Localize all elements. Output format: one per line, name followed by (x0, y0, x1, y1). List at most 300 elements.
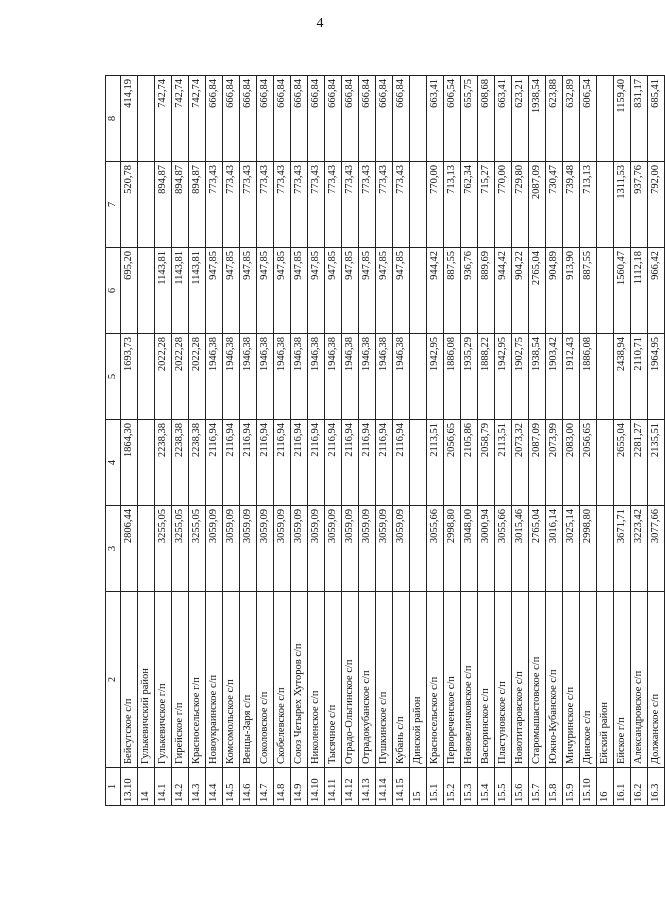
value-cell: 887,55 (580, 248, 597, 334)
value-cell: 1560,47 (614, 248, 631, 334)
row-number-cell: 14.13 (359, 768, 376, 806)
value-cell (410, 420, 427, 506)
value-cell: 947,85 (240, 248, 257, 334)
value-cell: 1946,38 (274, 334, 291, 420)
row-number-cell: 15 (410, 768, 427, 806)
value-cell: 3255,05 (189, 506, 206, 592)
row-number-cell: 15.10 (580, 768, 597, 806)
value-cell: 894,87 (172, 162, 189, 248)
section-row (138, 76, 155, 806)
row-number-cell: 14.4 (206, 768, 223, 806)
value-cell (410, 162, 427, 248)
value-cell: 3059,09 (308, 506, 325, 592)
value-cell: 1946,38 (257, 334, 274, 420)
table-row (206, 76, 223, 806)
table-row (478, 76, 495, 806)
value-cell: 2765,04 (529, 248, 546, 334)
value-cell: 831,17 (631, 76, 648, 162)
value-cell: 2116,94 (206, 420, 223, 506)
value-cell: 2281,27 (631, 420, 648, 506)
locality-name-cell: Гирейское г/п (172, 592, 189, 768)
value-cell: 713,13 (580, 162, 597, 248)
row-number-cell: 13.10 (121, 768, 138, 806)
value-cell: 3055,66 (427, 506, 444, 592)
value-cell (597, 506, 614, 592)
value-cell: 742,74 (155, 76, 172, 162)
value-cell: 966,42 (648, 248, 665, 334)
value-cell: 2087,09 (529, 420, 546, 506)
table-row (308, 76, 325, 806)
value-cell: 666,84 (240, 76, 257, 162)
table-row (393, 76, 410, 806)
value-cell: 936,76 (461, 248, 478, 334)
value-cell: 1311,53 (614, 162, 631, 248)
locality-name-cell: Васюринское с/п (478, 592, 495, 768)
table-row (291, 76, 308, 806)
value-cell: 2116,94 (308, 420, 325, 506)
value-cell: 2998,80 (444, 506, 461, 592)
locality-name-cell: Гулькевичское г/п (155, 592, 172, 768)
value-cell: 666,84 (325, 76, 342, 162)
locality-name-cell: Скобелевское с/п (274, 592, 291, 768)
value-cell: 2113,51 (495, 420, 512, 506)
value-cell: 2238,38 (189, 420, 206, 506)
locality-name-cell: Должанское с/п (648, 592, 665, 768)
table-row (359, 76, 376, 806)
value-cell: 1946,38 (359, 334, 376, 420)
value-cell: 2116,94 (342, 420, 359, 506)
locality-name-cell: Союз Четырех Хуторов с/п (291, 592, 308, 768)
value-cell: 666,84 (274, 76, 291, 162)
value-cell: 1902,75 (512, 334, 529, 420)
value-cell: 1946,38 (342, 334, 359, 420)
section-row (410, 76, 427, 806)
value-cell: 2116,94 (291, 420, 308, 506)
value-cell: 1938,54 (529, 334, 546, 420)
value-cell: 1938,54 (529, 76, 546, 162)
value-cell (597, 162, 614, 248)
value-cell: 666,84 (291, 76, 308, 162)
value-cell: 1886,08 (580, 334, 597, 420)
table-row (648, 76, 665, 806)
value-cell: 2655,04 (614, 420, 631, 506)
value-cell (138, 248, 155, 334)
table-row (529, 76, 546, 806)
row-number-cell: 15.4 (478, 768, 495, 806)
value-cell: 1964,95 (648, 334, 665, 420)
table-row (563, 76, 580, 806)
value-cell: 3255,05 (172, 506, 189, 592)
value-cell: 3055,66 (495, 506, 512, 592)
row-number-cell: 14.5 (223, 768, 240, 806)
row-number-cell: 14.2 (172, 768, 189, 806)
value-cell: 2083,00 (563, 420, 580, 506)
value-cell: 904,22 (512, 248, 529, 334)
value-cell: 606,54 (444, 76, 461, 162)
value-cell: 3025,14 (563, 506, 580, 592)
value-cell: 894,87 (189, 162, 206, 248)
value-cell (410, 334, 427, 420)
value-cell: 3059,09 (274, 506, 291, 592)
table-body (121, 76, 665, 806)
value-cell: 1143,81 (155, 248, 172, 334)
row-number-cell: 15.3 (461, 768, 478, 806)
value-cell: 3059,09 (376, 506, 393, 592)
value-cell: 913,90 (563, 248, 580, 334)
value-cell: 2056,65 (444, 420, 461, 506)
value-cell: 773,43 (206, 162, 223, 248)
value-cell: 2073,99 (546, 420, 563, 506)
value-cell (410, 76, 427, 162)
locality-name-cell: Нововеличковское с/п (461, 592, 478, 768)
row-number-cell: 16.2 (631, 768, 648, 806)
row-number-cell: 15.5 (495, 768, 512, 806)
value-cell: 2110,71 (631, 334, 648, 420)
table-row (495, 76, 512, 806)
value-cell: 947,85 (342, 248, 359, 334)
section-row (597, 76, 614, 806)
locality-name-cell: Кубань с/п (393, 592, 410, 768)
value-cell: 773,43 (342, 162, 359, 248)
value-cell: 666,84 (257, 76, 274, 162)
locality-name-cell: Пушкинское с/п (376, 592, 393, 768)
locality-name-cell: Первореченское с/п (444, 592, 461, 768)
value-cell: 1888,22 (478, 334, 495, 420)
locality-name-cell: Комсомольское с/п (223, 592, 240, 768)
tariff-table (105, 75, 665, 806)
value-cell: 887,55 (444, 248, 461, 334)
locality-name-cell: Отрадокубанское с/п (359, 592, 376, 768)
value-cell: 1946,38 (291, 334, 308, 420)
value-cell: 1159,40 (614, 76, 631, 162)
col-header: 7 (106, 162, 121, 248)
value-cell: 3059,09 (325, 506, 342, 592)
locality-name-cell: Динское с/п (580, 592, 597, 768)
value-cell: 3255,05 (155, 506, 172, 592)
locality-name-cell: Тысячное с/п (325, 592, 342, 768)
value-cell: 742,74 (189, 76, 206, 162)
value-cell (597, 334, 614, 420)
value-cell: 2022,28 (155, 334, 172, 420)
row-number-cell: 14.12 (342, 768, 359, 806)
value-cell: 770,00 (495, 162, 512, 248)
value-cell: 773,43 (257, 162, 274, 248)
table-row (155, 76, 172, 806)
value-cell: 1942,95 (427, 334, 444, 420)
value-cell: 2116,94 (393, 420, 410, 506)
col-header: 8 (106, 76, 121, 162)
value-cell: 2238,38 (172, 420, 189, 506)
value-cell: 739,48 (563, 162, 580, 248)
value-cell: 3059,09 (206, 506, 223, 592)
value-cell: 632,89 (563, 76, 580, 162)
locality-name-cell: Отрадо-Ольгинское с/п (342, 592, 359, 768)
locality-name-cell: Старомышастовское с/п (529, 592, 546, 768)
locality-name-cell: Новотитаровское с/п (512, 592, 529, 768)
value-cell: 2116,94 (376, 420, 393, 506)
value-cell: 773,43 (376, 162, 393, 248)
value-cell (410, 248, 427, 334)
value-cell: 2105,86 (461, 420, 478, 506)
col-header: 5 (106, 334, 121, 420)
row-number-cell: 16.1 (614, 768, 631, 806)
header-row (106, 76, 121, 806)
row-number-cell: 14.3 (189, 768, 206, 806)
value-cell: 773,43 (359, 162, 376, 248)
value-cell: 2438,94 (614, 334, 631, 420)
row-number-cell: 14.9 (291, 768, 308, 806)
value-cell: 2058,79 (478, 420, 495, 506)
value-cell: 1903,42 (546, 334, 563, 420)
locality-name-cell: Соколовское с/п (257, 592, 274, 768)
value-cell: 3077,66 (648, 506, 665, 592)
row-number-cell: 14.14 (376, 768, 393, 806)
value-cell (138, 420, 155, 506)
value-cell: 3048,00 (461, 506, 478, 592)
table-row (189, 76, 206, 806)
col-header: 1 (106, 768, 121, 806)
value-cell: 520,78 (121, 162, 138, 248)
value-cell: 414,19 (121, 76, 138, 162)
value-cell: 1935,29 (461, 334, 478, 420)
value-cell: 666,84 (223, 76, 240, 162)
value-cell: 1693,73 (121, 334, 138, 420)
row-number-cell: 14.15 (393, 768, 410, 806)
locality-name-cell: Красносельское с/п (427, 592, 444, 768)
value-cell: 762,34 (461, 162, 478, 248)
value-cell (597, 248, 614, 334)
value-cell: 3016,14 (546, 506, 563, 592)
row-number-cell: 15.9 (563, 768, 580, 806)
table-row (461, 76, 478, 806)
value-cell: 947,85 (257, 248, 274, 334)
value-cell: 1946,38 (223, 334, 240, 420)
value-cell (138, 76, 155, 162)
value-cell: 773,43 (308, 162, 325, 248)
row-number-cell: 15.8 (546, 768, 563, 806)
value-cell: 1946,38 (206, 334, 223, 420)
value-cell: 1946,38 (376, 334, 393, 420)
value-cell: 947,85 (291, 248, 308, 334)
table-row (631, 76, 648, 806)
value-cell: 1864,30 (121, 420, 138, 506)
value-cell: 713,13 (444, 162, 461, 248)
value-cell: 623,21 (512, 76, 529, 162)
value-cell: 889,69 (478, 248, 495, 334)
value-cell: 3059,09 (342, 506, 359, 592)
value-cell: 666,84 (376, 76, 393, 162)
value-cell: 2806,44 (121, 506, 138, 592)
locality-name-cell: Венцы-Заря с/п (240, 592, 257, 768)
locality-name-cell: Ейское г/п (614, 592, 631, 768)
table-row (444, 76, 461, 806)
value-cell: 1112,18 (631, 248, 648, 334)
value-cell: 2116,94 (274, 420, 291, 506)
value-cell: 2135,51 (648, 420, 665, 506)
locality-name-cell: Новоукраинское с/п (206, 592, 223, 768)
value-cell: 666,84 (359, 76, 376, 162)
value-cell: 608,68 (478, 76, 495, 162)
row-number-cell: 16 (597, 768, 614, 806)
locality-name-cell: Мичуринское с/п (563, 592, 580, 768)
value-cell: 2116,94 (325, 420, 342, 506)
value-cell: 947,85 (393, 248, 410, 334)
value-cell: 3059,09 (359, 506, 376, 592)
locality-name-cell: Гулькевичский район (138, 592, 155, 768)
value-cell: 742,74 (172, 76, 189, 162)
value-cell (138, 506, 155, 592)
value-cell: 944,42 (427, 248, 444, 334)
value-cell: 3015,46 (512, 506, 529, 592)
value-cell: 1946,38 (308, 334, 325, 420)
value-cell: 2073,32 (512, 420, 529, 506)
value-cell: 947,85 (359, 248, 376, 334)
value-cell: 2765,04 (529, 506, 546, 592)
row-number-cell: 15.6 (512, 768, 529, 806)
value-cell: 666,84 (393, 76, 410, 162)
value-cell: 773,43 (223, 162, 240, 248)
value-cell: 3059,09 (393, 506, 410, 592)
value-cell: 666,84 (206, 76, 223, 162)
value-cell (597, 76, 614, 162)
value-cell: 3671,71 (614, 506, 631, 592)
col-header: 6 (106, 248, 121, 334)
col-header: 3 (106, 506, 121, 592)
row-number-cell: 15.2 (444, 768, 461, 806)
table-row (614, 76, 631, 806)
locality-name-cell: Красносельское г/п (189, 592, 206, 768)
value-cell: 792,00 (648, 162, 665, 248)
value-cell: 3059,09 (240, 506, 257, 592)
value-cell: 947,85 (376, 248, 393, 334)
value-cell: 894,87 (155, 162, 172, 248)
value-cell: 3000,94 (478, 506, 495, 592)
table-row (223, 76, 240, 806)
value-cell: 666,84 (308, 76, 325, 162)
value-cell: 1942,95 (495, 334, 512, 420)
value-cell: 3059,09 (291, 506, 308, 592)
row-number-cell: 14.10 (308, 768, 325, 806)
value-cell: 904,89 (546, 248, 563, 334)
table-row (172, 76, 189, 806)
locality-name-cell: Бейсугское с/п (121, 592, 138, 768)
value-cell: 666,84 (342, 76, 359, 162)
rotated-table-container (105, 76, 661, 806)
value-cell: 937,76 (631, 162, 648, 248)
value-cell (138, 334, 155, 420)
value-cell: 2022,28 (172, 334, 189, 420)
row-number-cell: 14.7 (257, 768, 274, 806)
value-cell: 1946,38 (325, 334, 342, 420)
table-row (121, 76, 138, 806)
table-row (257, 76, 274, 806)
value-cell: 663,41 (495, 76, 512, 162)
value-cell: 773,43 (240, 162, 257, 248)
value-cell: 773,43 (291, 162, 308, 248)
value-cell: 663,41 (427, 76, 444, 162)
value-cell: 1946,38 (240, 334, 257, 420)
value-cell (410, 506, 427, 592)
value-cell: 1946,38 (393, 334, 410, 420)
value-cell: 947,85 (325, 248, 342, 334)
table-row (342, 76, 359, 806)
table-row (512, 76, 529, 806)
locality-name-cell: Динской район (410, 592, 427, 768)
value-cell: 2087,09 (529, 162, 546, 248)
row-number-cell: 14.8 (274, 768, 291, 806)
table-row (240, 76, 257, 806)
value-cell: 1143,81 (172, 248, 189, 334)
value-cell: 3059,09 (223, 506, 240, 592)
locality-name-cell: Ейский район (597, 592, 614, 768)
value-cell: 947,85 (274, 248, 291, 334)
table-row (580, 76, 597, 806)
col-header: 4 (106, 420, 121, 506)
value-cell: 947,85 (223, 248, 240, 334)
value-cell: 770,00 (427, 162, 444, 248)
locality-name-cell: Николенское с/п (308, 592, 325, 768)
value-cell: 685,41 (648, 76, 665, 162)
locality-name-cell: Южно-Кубанское с/п (546, 592, 563, 768)
table-row (376, 76, 393, 806)
col-header: 2 (106, 592, 121, 768)
value-cell: 3223,42 (631, 506, 648, 592)
value-cell: 947,85 (308, 248, 325, 334)
value-cell: 3059,09 (257, 506, 274, 592)
value-cell: 655,75 (461, 76, 478, 162)
row-number-cell: 15.1 (427, 768, 444, 806)
value-cell: 773,43 (393, 162, 410, 248)
value-cell (597, 420, 614, 506)
value-cell: 606,54 (580, 76, 597, 162)
value-cell: 947,85 (206, 248, 223, 334)
table-row (274, 76, 291, 806)
table-row (427, 76, 444, 806)
value-cell: 715,27 (478, 162, 495, 248)
value-cell: 730,47 (546, 162, 563, 248)
value-cell: 944,42 (495, 248, 512, 334)
locality-name-cell: Пластуновское с/п (495, 592, 512, 768)
row-number-cell: 14.11 (325, 768, 342, 806)
value-cell: 2116,94 (257, 420, 274, 506)
row-number-cell: 14.6 (240, 768, 257, 806)
value-cell: 2116,94 (359, 420, 376, 506)
page-number: 4 (316, 16, 324, 31)
value-cell: 2116,94 (240, 420, 257, 506)
value-cell (138, 162, 155, 248)
locality-name-cell: Александровское с/п (631, 592, 648, 768)
row-number-cell: 15.7 (529, 768, 546, 806)
row-number-cell: 14 (138, 768, 155, 806)
value-cell: 623,88 (546, 76, 563, 162)
value-cell: 2998,80 (580, 506, 597, 592)
value-cell: 1912,43 (563, 334, 580, 420)
value-cell: 2113,51 (427, 420, 444, 506)
value-cell: 1143,81 (189, 248, 206, 334)
value-cell: 773,43 (274, 162, 291, 248)
value-cell: 729,80 (512, 162, 529, 248)
value-cell: 2056,65 (580, 420, 597, 506)
value-cell: 2116,94 (223, 420, 240, 506)
value-cell: 695,20 (121, 248, 138, 334)
value-cell: 2022,28 (189, 334, 206, 420)
value-cell: 2238,38 (155, 420, 172, 506)
value-cell: 1886,08 (444, 334, 461, 420)
row-number-cell: 16.3 (648, 768, 665, 806)
table-row (325, 76, 342, 806)
table-row (546, 76, 563, 806)
value-cell: 773,43 (325, 162, 342, 248)
